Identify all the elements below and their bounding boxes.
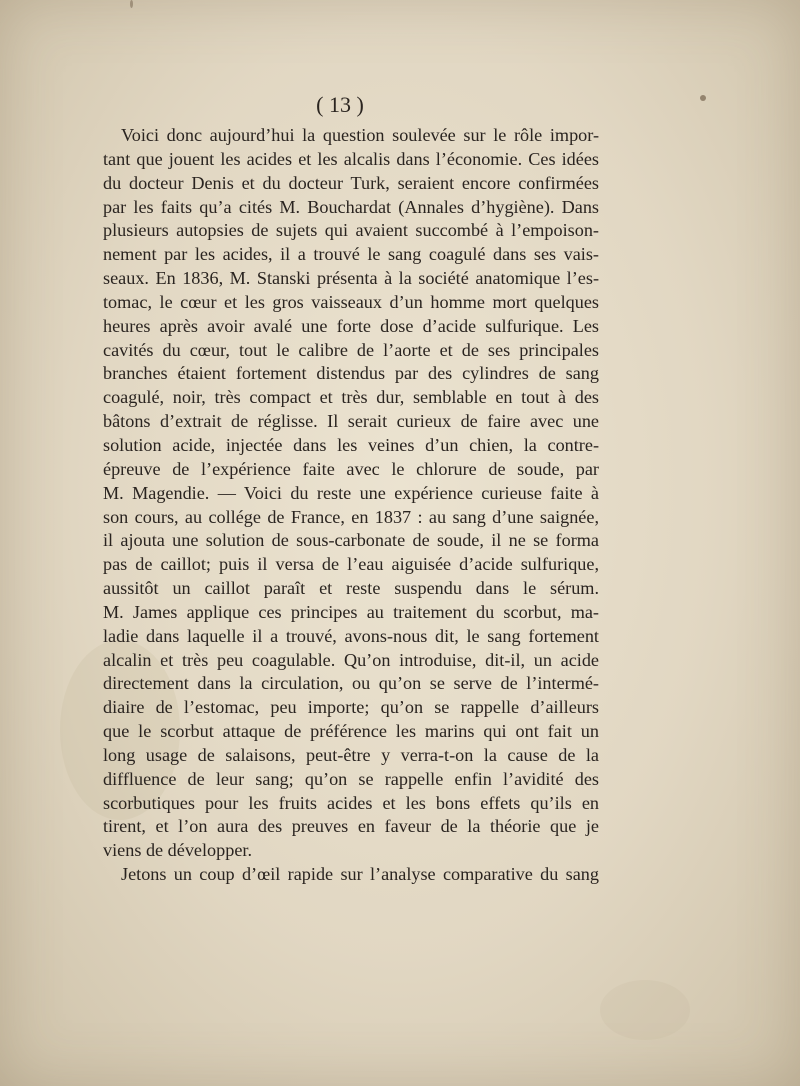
text-line: son cours, au collége de France, en 1837 : au sang d’une saignée, xyxy=(103,506,599,527)
text-line: plusieurs autopsies de sujets qui avaient succombé à l’empoison- xyxy=(103,220,599,241)
text-line: que le scorbut attaque de préférence les marins qui ont fait un xyxy=(103,721,599,742)
text-line: M. James applique ces principes au traitement du scorbut, ma- xyxy=(103,601,599,622)
text-line: heures après avoir avalé une forte dose d’acide sulfurique. Les xyxy=(103,315,599,336)
text-line: Voici donc aujourd’hui la question soulevée sur le rôle impor- xyxy=(121,125,599,145)
paper-stain xyxy=(130,0,133,8)
text-line: cavités du cœur, tout le calibre de l’aorte et de ses principales xyxy=(103,339,599,360)
text-line: du docteur Denis et du docteur Turk, seraient encore confirmées xyxy=(103,172,599,193)
text-line: ladie dans laquelle il a trouvé, avons-nous dit, le sang fortement xyxy=(103,625,599,646)
text-line: tant que jouent les acides et les alcalis dans l’économie. Ces idées xyxy=(103,148,599,169)
text-line: coagulé, noir, très compact et très dur, semblable en tout à des xyxy=(103,387,599,408)
text-line: branches étaient fortement distendus par des cylindres de sang xyxy=(103,363,599,384)
text-line: alcalin et très peu coagulable. Qu’on introduise, dit-il, un acide xyxy=(103,649,599,670)
text-line: viens de développer. xyxy=(103,840,252,861)
text-line: seaux. En 1836, M. Stanski présenta à la société anatomique l’es- xyxy=(103,268,599,289)
text-line: par les faits qu’a cités M. Bouchardat (Annales d’hygiène). Dans xyxy=(103,196,599,217)
paper-stain xyxy=(600,980,690,1040)
text-line: diffluence de leur sang; qu’on se rappelle enfin l’avidité des xyxy=(103,768,599,789)
text-line: M. Magendie. — Voici du reste une expérience curieuse faite à xyxy=(103,482,599,503)
text-line: scorbutiques pour les fruits acides et les bons effets qu’ils en xyxy=(103,792,599,813)
text-line: bâtons d’extrait de réglisse. Il serait curieux de faire avec une xyxy=(103,411,599,432)
text-line: tomac, le cœur et les gros vaisseaux d’un homme mort quelques xyxy=(103,291,599,312)
page-number: ( 13 ) xyxy=(316,92,364,117)
paper-stain xyxy=(700,95,706,101)
text-line: aussitôt un caillot paraît et reste suspendu dans le sérum. xyxy=(103,578,599,599)
text-line: tirent, et l’on aura des preuves en faveur de la théorie que je xyxy=(103,816,599,837)
text-line: directement dans la circulation, ou qu’on se serve de l’intermé- xyxy=(103,673,599,694)
text-line: diaire de l’estomac, peu importe; qu’on se rappelle d’ailleurs xyxy=(103,697,599,718)
body-text xyxy=(103,124,599,887)
text-line: solution acide, injectée dans les veines d’un chien, la contre- xyxy=(103,434,599,455)
text-line: pas de caillot; puis il versa de l’eau aiguisée d’acide sulfurique, xyxy=(103,554,599,575)
text-line: il ajouta une solution de sous-carbonate de soude, il ne se forma xyxy=(103,530,599,551)
text-line: Jetons un coup d’œil rapide sur l’analyse comparative du sang xyxy=(121,864,599,885)
text-line: long usage de salaisons, peut-être y verra-t-on la cause de la xyxy=(103,744,599,765)
text-line: épreuve de l’expérience faite avec le chlorure de soude, par xyxy=(103,458,599,479)
text-line: nement par les acides, il a trouvé le sang coagulé dans ses vais- xyxy=(103,244,599,265)
